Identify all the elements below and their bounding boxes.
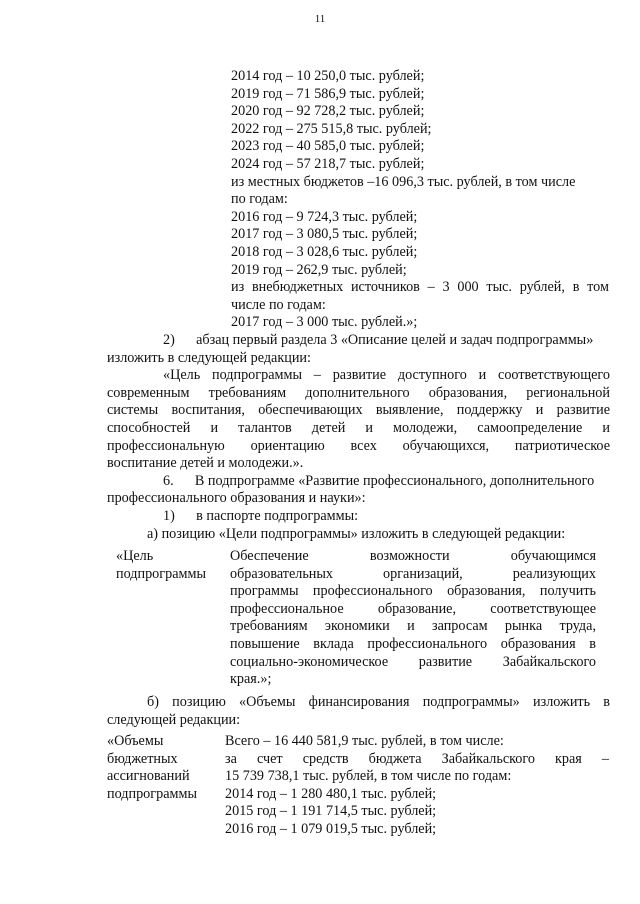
table-label-line: подпрограммы xyxy=(107,785,197,802)
table-label-line: подпрограммы xyxy=(116,565,206,582)
table-text-line: Обеспечение возможности обучающимся xyxy=(230,548,596,564)
table-text-line: образовательных организаций, реализующих xyxy=(230,565,596,582)
list-item: 2017 год – 3 080,5 тыс. рублей; xyxy=(231,226,418,243)
table-text-line: социально-экономическое развитие Забайкальского xyxy=(230,653,596,670)
table-label-line: «Объемы xyxy=(107,733,164,749)
list-item: 2022 год – 275 515,8 тыс. рублей; xyxy=(231,120,432,137)
list-item: 2018 год – 3 028,6 тыс. рублей; xyxy=(231,243,418,260)
list-item: 2019 год – 71 586,9 тыс. рублей; xyxy=(231,85,425,102)
goals-table xyxy=(116,548,596,689)
goals-text xyxy=(230,548,596,689)
goal-quote-line: профессиональную ориентацию всех обучающихся, патриотическое xyxy=(107,437,610,454)
table-label-line: бюджетных xyxy=(107,750,178,767)
financing-continuation xyxy=(231,68,609,332)
table-text-line: 15 739 738,1 тыс. рублей, в том числе по годам: xyxy=(225,768,512,785)
main-body xyxy=(107,332,610,543)
goal-quote-line: «Цель подпрограммы – развитие доступного и соответствующего xyxy=(163,367,610,384)
goal-quote-line: воспитание детей и молодежи.». xyxy=(107,455,304,472)
sub-b-line-cont: следующей редакции: xyxy=(107,711,241,728)
local-budget-heading: из местных бюджетов –16 096,3 тыс. рублей, в том числе xyxy=(231,173,576,190)
item-2-line: 2) абзац первый раздела 3 «Описание целей и задач подпрограммы» xyxy=(163,332,594,348)
item-2-line-cont: изложить в следующей редакции: xyxy=(107,349,311,366)
table-text-line: повышение вклада профессионального образования в xyxy=(230,635,596,652)
volumes-label xyxy=(107,733,225,839)
volumes-text xyxy=(225,733,609,839)
list-item: 2023 год – 40 585,0 тыс. рублей; xyxy=(231,138,425,155)
list-item: 2024 год – 57 218,7 тыс. рублей; xyxy=(231,155,425,172)
table-text-line: края.»; xyxy=(230,671,272,688)
sub-b-line: б) позицию «Объемы финансирования подпрограммы» изложить в xyxy=(147,694,610,710)
goal-quote-line: системы воспитания, обеспечивающих выявление, поддержку и развитие xyxy=(107,402,610,419)
goal-quote-line: современным требованиям дополнительного образования, региональной xyxy=(107,384,610,401)
list-item: 2014 год – 10 250,0 тыс. рублей; xyxy=(231,68,425,84)
sub-b xyxy=(107,694,610,729)
list-item: 2019 год – 262,9 тыс. рублей; xyxy=(231,261,407,278)
item-6-sub-a: а) позицию «Цели подпрограммы» изложить в следующей редакции: xyxy=(147,525,566,542)
extrabudget-heading-cont: числе по годам: xyxy=(231,296,326,313)
table-label-line: «Цель xyxy=(116,548,154,564)
table-text-line: 2015 год – 1 191 714,5 тыс. рублей; xyxy=(225,803,437,820)
volumes-table xyxy=(107,733,609,839)
list-item: 2017 год – 3 000 тыс. рублей.»; xyxy=(231,314,418,331)
item-6-line-cont: профессионального образования и науки»: xyxy=(107,490,366,507)
table-text-line: 2016 год – 1 079 019,5 тыс. рублей; xyxy=(225,820,437,837)
item-6-line: 6. В подпрограмме «Развитие профессионального, дополнительного xyxy=(163,472,595,489)
table-text-line: требованиям экономики и запросам рынка труда, xyxy=(230,618,596,635)
extrabudget-heading: из внебюджетных источников – 3 000 тыс. рублей, в том xyxy=(231,279,609,296)
table-label-line: ассигнований xyxy=(107,768,190,785)
list-item: 2020 год – 92 728,2 тыс. рублей; xyxy=(231,103,425,120)
goals-label xyxy=(116,548,230,689)
local-budget-heading-cont: по годам: xyxy=(231,191,288,208)
table-text-line: за счет средств бюджета Забайкальского края – xyxy=(225,750,609,767)
table-text-line: профессиональное образование, соответствующее xyxy=(230,600,596,617)
table-text-line: Всего – 16 440 581,9 тыс. рублей, в том числе: xyxy=(225,733,504,749)
page-number: 11 xyxy=(314,13,326,25)
list-item: 2016 год – 9 724,3 тыс. рублей; xyxy=(231,208,418,225)
table-text-line: программы профессионального образования, получить xyxy=(230,583,596,600)
goal-quote-line: способностей и талантов детей и молодежи, самоопределение и xyxy=(107,419,610,436)
table-text-line: 2014 год – 1 280 480,1 тыс. рублей; xyxy=(225,785,437,802)
item-6-sub-1: 1) в паспорте подпрограммы: xyxy=(163,507,359,524)
